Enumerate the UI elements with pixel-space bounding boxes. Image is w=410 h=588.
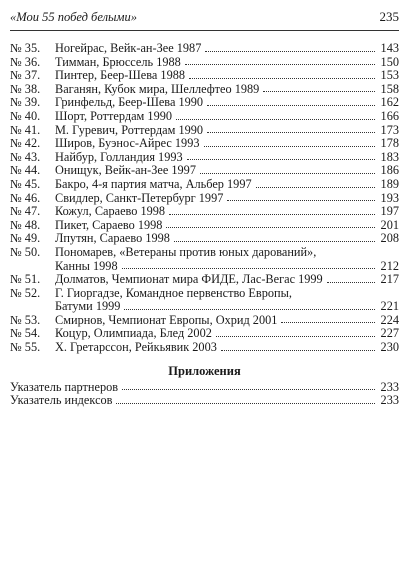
entry-number: № 50. xyxy=(10,244,41,259)
dot-leader xyxy=(205,51,375,52)
game-entries-list xyxy=(10,42,399,355)
toc-row xyxy=(10,273,399,287)
appendix-title: Указатель индексов xyxy=(10,393,113,408)
entry-page: 186 xyxy=(380,163,399,178)
toc-row xyxy=(10,164,399,178)
entry-number: № 35. xyxy=(10,41,41,55)
dot-leader xyxy=(174,241,375,242)
toc-row xyxy=(10,219,399,233)
entry-number: № 47. xyxy=(10,204,41,219)
entry-title: Найбур, Голландия 1993 xyxy=(55,149,183,164)
entry-title: Лпутян, Сараево 1998 xyxy=(55,231,170,246)
toc-row xyxy=(10,69,399,83)
entry-page: 217 xyxy=(380,272,399,287)
entry-title: Пономарев, «Ветераны против юных дарований», xyxy=(55,244,317,259)
toc-row xyxy=(10,232,399,246)
entry-page: 178 xyxy=(380,136,399,151)
toc-row xyxy=(10,124,399,138)
entry-title: Гринфельд, Беер-Шева 1990 xyxy=(55,95,204,110)
dot-leader xyxy=(166,227,375,228)
entry-title: Тимман, Брюссель 1988 xyxy=(55,54,181,69)
table-of-contents xyxy=(10,42,399,408)
entry-number: № 54. xyxy=(10,326,41,341)
toc-row xyxy=(10,42,399,56)
dot-leader xyxy=(327,282,375,283)
toc-row xyxy=(10,96,399,110)
entry-page: 212 xyxy=(380,258,399,273)
entry-number: № 40. xyxy=(10,108,41,123)
entry-page: 162 xyxy=(380,95,399,110)
toc-row xyxy=(10,192,399,206)
entry-title: Долматов, Чемпионат мира ФИДЕ, Лас-Вегас 1999 xyxy=(55,272,323,287)
entry-page: 224 xyxy=(380,312,399,327)
dot-leader xyxy=(207,132,375,133)
toc-row xyxy=(10,341,399,355)
entry-number: № 51. xyxy=(10,272,41,287)
toc-row xyxy=(10,327,399,341)
entry-number: № 46. xyxy=(10,190,41,205)
dot-leader xyxy=(116,403,375,404)
entry-title: Кожул, Сараево 1998 xyxy=(55,204,166,219)
dot-leader xyxy=(169,214,375,215)
toc-row-continuation xyxy=(10,300,399,314)
entry-title: М. Гуревич, Роттердам 1990 xyxy=(55,122,204,137)
dot-leader xyxy=(185,64,375,65)
entry-number: № 43. xyxy=(10,149,41,164)
dot-leader xyxy=(281,322,375,323)
entry-title: Шорт, Роттердам 1990 xyxy=(55,108,173,123)
entry-title: Ногейрас, Вейк-ан-Зее 1987 xyxy=(55,41,202,55)
entry-number: № 55. xyxy=(10,340,41,355)
entry-title: Пинтер, Беер-Шева 1988 xyxy=(55,68,186,83)
toc-row xyxy=(10,246,399,260)
entry-page: 150 xyxy=(380,54,399,69)
entry-page: 158 xyxy=(380,81,399,96)
entry-title: Коцур, Олимпиада, Блед 2002 xyxy=(55,326,212,341)
entry-number: № 53. xyxy=(10,312,41,327)
toc-row xyxy=(10,110,399,124)
entry-title: Смирнов, Чемпионат Европы, Охрид 2001 xyxy=(55,312,278,327)
toc-row xyxy=(10,287,399,301)
page-number: 235 xyxy=(379,9,399,24)
appendix-list xyxy=(10,381,399,408)
dot-leader xyxy=(207,105,375,106)
entry-page: 183 xyxy=(380,149,399,164)
dot-leader xyxy=(256,187,375,188)
entry-title: Широв, Буэнос-Айрес 1993 xyxy=(55,136,200,151)
appendix-page: 233 xyxy=(380,379,399,394)
entry-page: 153 xyxy=(380,68,399,83)
toc-row xyxy=(10,83,399,97)
entry-title: Онищук, Вейк-ан-Зее 1997 xyxy=(55,163,196,178)
appendix-heading: Приложения xyxy=(168,363,241,378)
entry-number: № 37. xyxy=(10,68,41,83)
entry-page: 197 xyxy=(380,204,399,219)
entry-title: Бакро, 4-я партия матча, Альбер 1997 xyxy=(55,176,252,191)
entry-number: № 41. xyxy=(10,122,41,137)
entry-number: № 38. xyxy=(10,81,41,96)
entry-title: Г. Гиоргадзе, Командное первенство Европы, xyxy=(55,285,292,300)
entry-page: 166 xyxy=(380,108,399,123)
entry-title: Х. Гретарссон, Рейкьявик 2003 xyxy=(55,340,217,355)
entry-page: 221 xyxy=(380,299,399,314)
entry-page: 227 xyxy=(380,326,399,341)
entry-title: Свидлер, Санкт-Петербург 1997 xyxy=(55,190,224,205)
toc-row xyxy=(10,205,399,219)
dot-leader xyxy=(227,200,375,201)
running-title: «Мои 55 побед белыми» xyxy=(10,10,137,24)
toc-row xyxy=(10,178,399,192)
page-header xyxy=(10,6,399,31)
entry-number: № 39. xyxy=(10,95,41,110)
dot-leader xyxy=(124,309,375,310)
entry-number: № 48. xyxy=(10,217,41,232)
appendix-title: Указатель партнеров xyxy=(10,379,119,394)
entry-number: № 45. xyxy=(10,176,41,191)
entry-page: 189 xyxy=(380,176,399,191)
toc-row-continuation xyxy=(10,260,399,274)
dot-leader xyxy=(176,119,375,120)
dot-leader xyxy=(187,159,375,160)
toc-row xyxy=(10,137,399,151)
dot-leader xyxy=(189,78,375,79)
entry-page: 230 xyxy=(380,340,399,355)
dot-leader xyxy=(204,146,375,147)
dot-leader xyxy=(122,389,375,390)
appendix-row xyxy=(10,394,399,408)
entry-page: 143 xyxy=(380,41,399,55)
dot-leader xyxy=(200,173,375,174)
toc-row xyxy=(10,314,399,328)
dot-leader xyxy=(216,336,375,337)
entry-page: 173 xyxy=(380,122,399,137)
entry-number: № 44. xyxy=(10,163,41,178)
appendix-page: 233 xyxy=(380,393,399,408)
dot-leader xyxy=(122,268,375,269)
entry-title-continued: Батуми 1999 xyxy=(55,299,121,314)
entry-title-continued: Канны 1998 xyxy=(55,258,118,273)
entry-page: 193 xyxy=(380,190,399,205)
entry-number: № 49. xyxy=(10,231,41,246)
appendix-row xyxy=(10,381,399,395)
entry-number: № 52. xyxy=(10,285,41,300)
toc-row xyxy=(10,151,399,165)
entry-page: 201 xyxy=(380,217,399,232)
entry-title: Пикет, Сараево 1998 xyxy=(55,217,163,232)
entry-number: № 36. xyxy=(10,54,41,69)
entry-number: № 42. xyxy=(10,136,41,151)
dot-leader xyxy=(221,350,375,351)
dot-leader xyxy=(263,91,375,92)
entry-page: 208 xyxy=(380,231,399,246)
entry-title: Ваганян, Кубок мира, Шеллефтео 1989 xyxy=(55,81,260,96)
toc-row xyxy=(10,56,399,70)
